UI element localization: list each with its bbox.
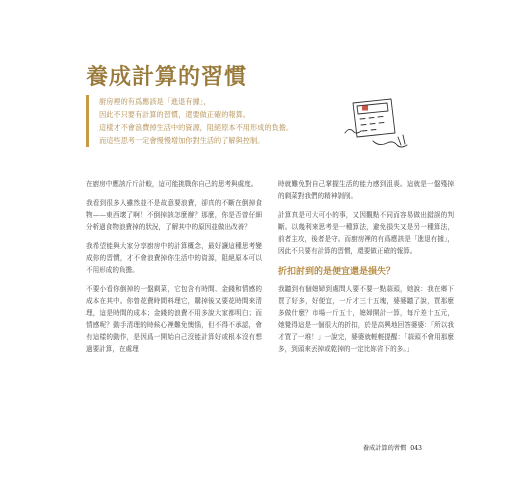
intro-quote <box>86 95 354 147</box>
paragraph: 我希望能與大家分享廚房中的計算概念，最好讓這種思考變成你的習慣，才不會浪費掉你生活中的資源，阻絕原本可以不用形成的負擔。 <box>86 242 262 274</box>
right-column <box>278 178 454 362</box>
left-column <box>86 178 262 362</box>
paragraph: 我聽到有個媳婦到處問人要不要一點蒜頭，她說：我在鄉下買了好多，好便宜，一斤才三十五塊，婆婆聽了說，買那麼多做什麼？市場一斤五十，媳婦開計一算，每斤差十五元，她覺得這是一個很大的折扣，於是高興地回答婆婆：「所以我才買了一堆！」一說完，婆婆就輕輕提醒：「蒜頭不會用那麼多，到頭來丟掉或乾掉的一定比妳省下的多。」 <box>278 285 454 353</box>
intro-line: 而這些思考一定會慢慢增加你對生活的了解與控制。 <box>99 136 265 145</box>
page-footer <box>363 443 422 452</box>
paragraph: 時就難免對自己掌握生活的能力感到沮喪。這就是一盤殘掉的剩菜對我們的精神剝削。 <box>278 180 454 200</box>
paragraph: 計算真是可大可小的事，又因觀點不同而容易做出錯誤的判斷。以幾利來思考是一種算法，避免損失又是另一種算法，前者主攻，後者是守。而廚房裡的有爲應該是「進退有據」，因此不只要有計算的習慣，還要做正確的報算。 <box>278 211 454 255</box>
page-title: 養成計算的習慣 <box>86 64 248 90</box>
calculator-sketch-illustration <box>335 93 415 149</box>
intro-line: 廚房裡的有爲應該是「進退有據」， <box>99 97 211 106</box>
intro-line: 這樣才不會浪費掉生活中的資源，阻絕原本不用形成的負擔。 <box>99 123 294 132</box>
page-number: 043 <box>410 445 422 452</box>
paragraph: 在廚房中應該斤斤計較，這可能挑戰你自己的思考與處度。 <box>86 180 258 188</box>
footer-title: 養成計算的習慣 <box>362 445 407 452</box>
paragraph: 不要小看你倒掉的一盤剩菜，它包含有時間、金錢和情感的成本在其中。你曾花費時間料理它，購掉後又要花時間來清理，這是時間的成本；金錢的浪費不用多說大家都明白；而情感呢？動手清理的時候心裡難免懊惱，但不得不承認，會有這樣的動作，是因爲一開始自己沒能計算好或根本沒有想過要計算，在處理 <box>86 285 262 353</box>
section-heading: 折扣討到的是便宜還是損失？ <box>278 267 396 277</box>
intro-line: 因此不只要有計算的習慣，還要做正確的報算。 <box>99 110 250 119</box>
paragraph: 我看到很多人雖然並不是故意要浪費，卻真的不斷在倒掉食物——東西壞了啊！不倒掉該怎麼辦？那麼，你是否曾仔細分析過食物浪費掉的狀況，了解其中的原因並做出改善？ <box>86 199 262 231</box>
